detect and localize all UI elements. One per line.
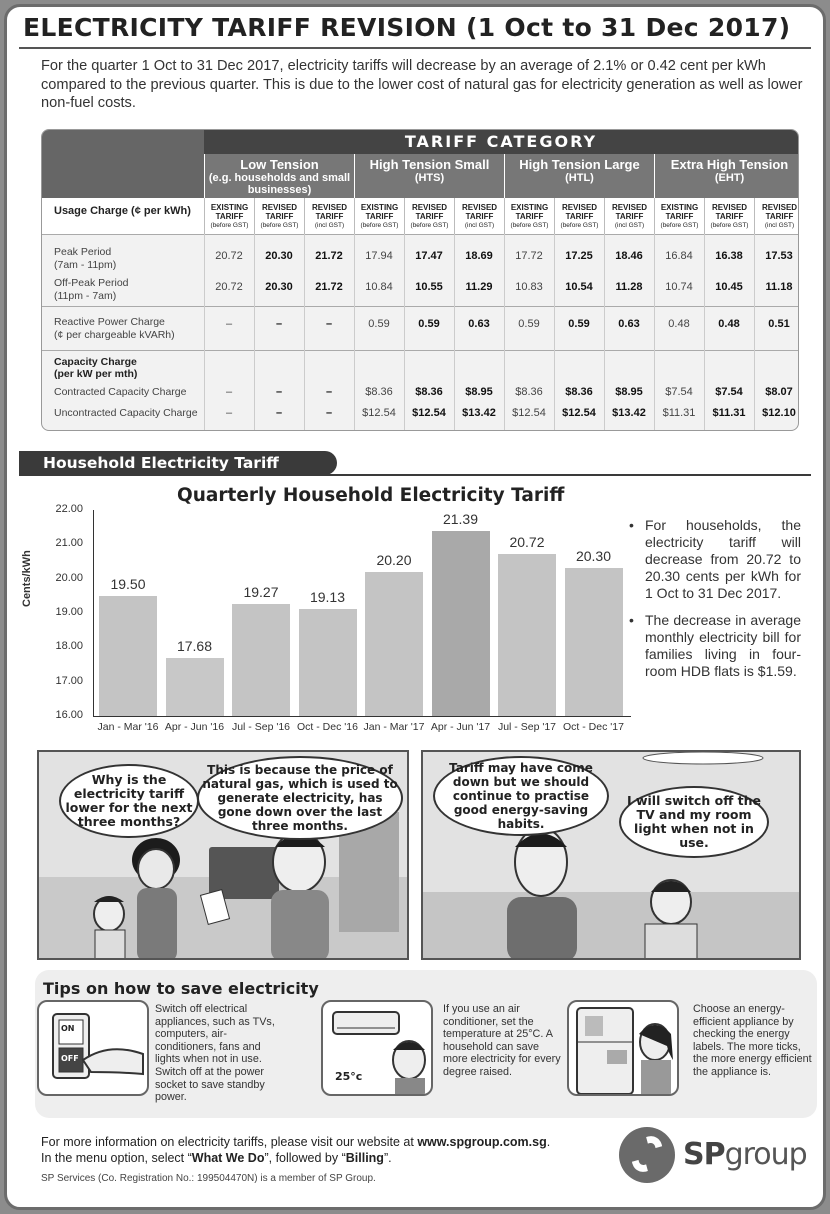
contracted-capacity-label: Contracted Capacity Charge: [54, 386, 187, 398]
subcolumn-line: TARIFF: [215, 212, 244, 221]
subcolumn-line: EXISTING: [360, 203, 399, 212]
menu-billing: Billing: [345, 1151, 384, 1165]
aircon-icon: [321, 1000, 433, 1096]
subcolumn-line: TARIFF: [465, 212, 494, 221]
footer-text: ”.: [383, 1151, 392, 1165]
subcolumn-line: (incl GST): [614, 222, 645, 229]
bar-value-label: 17.68: [176, 638, 213, 655]
subcolumn-line: REVISED: [761, 203, 798, 212]
column-divider: [504, 234, 505, 430]
table-cell-offpeak: 21.72: [315, 281, 343, 293]
tip-aircon: If you use an air conditioner, set the temperature at 25°C. A household can save more electricity for every degree raised.: [443, 1003, 561, 1078]
table-cell-peak: 17.53: [765, 250, 793, 262]
table-cell-contracted: –: [275, 386, 283, 398]
tariff-subcolumn-header: [454, 198, 504, 234]
x-tick-label: Oct - Dec '17: [563, 721, 624, 733]
peak-period-label: Peak Period: [54, 246, 112, 258]
capacity-charge-unit: (per kW per mth): [54, 368, 138, 380]
company-footnote: SP Services (Co. Registration No.: 199504470N) is a member of SP Group.: [41, 1173, 376, 1184]
column-divider: [604, 234, 605, 430]
usage-charge-label: Usage Charge (¢ per kWh): [42, 198, 204, 234]
subcolumn-line: TARIFF: [665, 212, 694, 221]
tariff-subcolumn-header: [604, 198, 654, 234]
subcolumn-line: (before GST): [210, 222, 249, 229]
table-cell-reactive: 0.59: [418, 318, 440, 330]
subcolumn-line: REVISED: [411, 203, 448, 212]
section-header: Household Electricity Tariff: [19, 451, 337, 475]
bar-value-label: 19.13: [309, 588, 346, 605]
table-cell-offpeak: 10.45: [715, 281, 743, 293]
chart-bar: [565, 568, 623, 716]
subcolumn-line: (incl GST): [314, 222, 345, 229]
table-cell-uncontracted: $11.31: [662, 407, 696, 419]
y-tick-label: 18.00: [55, 640, 83, 653]
table-cell-reactive: 0.51: [768, 318, 790, 330]
tariff-group-subtitle: (EHT): [714, 172, 745, 184]
table-cell-reactive: 0.59: [568, 318, 590, 330]
chart-bar: [166, 658, 224, 716]
logo-wordmark: SPgroup: [683, 1137, 807, 1172]
tariff-subcolumn-header: [404, 198, 454, 234]
table-cell-peak: 18.69: [465, 250, 493, 262]
chart-bar: [365, 572, 423, 716]
tariff-group-subtitle: (HTS): [414, 172, 445, 184]
table-cell-offpeak: 11.29: [465, 281, 493, 293]
column-divider: [654, 234, 655, 430]
table-cell-offpeak: 10.83: [515, 281, 543, 293]
table-cell-contracted: $8.95: [465, 386, 493, 398]
tip-switch-off: Switch off electrical appliances, such as TVs, computers, air-conditioners, fans and lights when not in use. Switch off at the power socket to save standby power.: [155, 1003, 275, 1104]
table-cell-reactive: –: [225, 318, 233, 330]
sp-group-logo: [619, 1127, 805, 1179]
y-axis-label: Cents/kWh: [21, 550, 33, 607]
subcolumn-line: REVISED: [261, 203, 298, 212]
tariff-group-subtitle: (e.g. households and small businesses): [208, 172, 351, 196]
column-divider: [254, 234, 255, 430]
column-divider: [754, 234, 755, 430]
column-divider: [404, 234, 405, 430]
table-cell-reactive: –: [275, 318, 283, 330]
switch-icon: [37, 1000, 149, 1096]
table-cell-contracted: –: [225, 386, 233, 398]
footer-text: For more information on electricity tariffs, please visit our website at: [41, 1135, 418, 1149]
tariff-subcolumn-header: [504, 198, 554, 234]
subcolumn-line: REVISED: [561, 203, 598, 212]
table-cell-offpeak: 10.74: [665, 281, 693, 293]
tariff-group-header: [654, 154, 799, 198]
menu-what-we-do: What We Do: [191, 1151, 265, 1165]
chart-bar: [432, 531, 490, 716]
website-link[interactable]: www.spgroup.com.sg: [417, 1135, 547, 1149]
chart-bar: [99, 596, 157, 716]
table-cell-contracted: $7.54: [715, 386, 743, 398]
table-cell-contracted: $8.07: [765, 386, 793, 398]
table-cell-uncontracted: $11.31: [712, 407, 746, 419]
y-tick-label: 20.00: [55, 571, 83, 584]
logo-mark: [619, 1127, 675, 1183]
table-cell-uncontracted: $12.54: [412, 407, 446, 419]
table-cell-uncontracted: $12.54: [512, 407, 546, 419]
subcolumn-line: TARIFF: [715, 212, 744, 221]
intro-paragraph: For the quarter 1 Oct to 31 Dec 2017, electricity tariffs will decrease by an average of 2.1% or 0.42 cent per kWh compared to the previous quarter. This is due to the lower cost of natural gas for electricity generation as well as lower non-fuel costs.: [41, 58, 803, 111]
footer-text: In the menu option, select “: [41, 1151, 192, 1165]
subcolumn-line: (before GST): [410, 222, 449, 229]
table-cell-peak: 17.47: [415, 250, 443, 262]
subcolumn-line: REVISED: [611, 203, 648, 212]
column-divider: [354, 234, 355, 430]
table-cell-offpeak: 20.30: [265, 281, 293, 293]
footer-text: ”, followed by “: [264, 1151, 346, 1165]
tariff-subcolumn-header: [254, 198, 304, 234]
table-cell-peak: 20.30: [265, 250, 293, 262]
table-cell-uncontracted: –: [275, 407, 283, 419]
subcolumn-line: REVISED: [461, 203, 498, 212]
table-cell-uncontracted: $12.10: [762, 407, 796, 419]
x-tick-label: Apr - Jun '16: [164, 721, 225, 733]
tariff-subcolumn-header: [304, 198, 354, 234]
comic-panel-right: [421, 750, 801, 960]
tariff-group-subtitle: (HTL): [565, 172, 594, 184]
peak-period-hours: (7am - 11pm): [54, 259, 117, 271]
tariff-subcolumn-header: [654, 198, 704, 234]
subcolumn-line: TARIFF: [515, 212, 544, 221]
tariff-subcolumn-header: [754, 198, 799, 234]
bar-value-label: 19.50: [110, 575, 146, 592]
speech-bubble-tariff: Tariff may have come down but we should continue to practise good energy-saving habits.: [433, 756, 609, 836]
bar-value-label: 20.30: [575, 548, 612, 565]
bar-value-label: 20.20: [376, 551, 412, 568]
tariff-subcolumn-header: [554, 198, 604, 234]
table-cell-peak: 20.72: [215, 250, 243, 262]
table-cell-uncontracted: $12.54: [562, 407, 596, 419]
uncontracted-capacity-label: Uncontracted Capacity Charge: [54, 407, 198, 419]
tariff-group-header: [504, 154, 654, 198]
x-tick-label: Jul - Sep '17: [497, 721, 557, 733]
x-tick-label: Oct - Dec '16: [297, 721, 358, 733]
table-cell-contracted: $7.54: [665, 386, 693, 398]
table-cell-reactive: 0.63: [618, 318, 640, 330]
subcolumn-line: (before GST): [660, 222, 699, 229]
temperature-label: 25°c: [335, 1070, 363, 1083]
offpeak-period-label: Off-Peak Period: [54, 277, 129, 289]
column-divider: [304, 234, 305, 430]
bar-value-label: 19.27: [243, 583, 279, 600]
table-cell-peak: 17.72: [515, 250, 543, 262]
tariff-group-name: Extra High Tension: [670, 157, 789, 172]
column-divider: [554, 234, 555, 430]
table-cell-peak: 21.72: [315, 250, 343, 262]
tariff-group-name: Low Tension: [240, 157, 319, 172]
tariff-subcolumn-header: [704, 198, 754, 234]
table-cell-offpeak: 10.55: [415, 281, 443, 293]
table-cell-reactive: 0.48: [718, 318, 740, 330]
speech-bubble-switch-off: I will switch off the TV and my room light when not in use.: [619, 786, 769, 858]
tariff-group-name: High Tension Small: [369, 157, 490, 172]
table-cell-offpeak: 10.54: [565, 281, 593, 293]
reactive-power-label: Reactive Power Charge: [54, 316, 165, 328]
subcolumn-line: TARIFF: [565, 212, 594, 221]
chart-bar: [299, 609, 357, 716]
subcolumn-line: (before GST): [360, 222, 399, 229]
subcolumn-line: EXISTING: [210, 203, 249, 212]
tips-title: Tips on how to save electricity: [43, 979, 319, 998]
table-cell-peak: 16.38: [715, 250, 743, 262]
note-household-decrease: • For households, the electricity tariff will decrease from 20.72 to 20.30 cents per kWh for 1 Oct to 31 Dec 2017.: [629, 517, 801, 602]
y-axis: [93, 510, 94, 717]
table-cell-reactive: 0.59: [518, 318, 540, 330]
subcolumn-line: (incl GST): [464, 222, 495, 229]
speech-bubble-question: Why is the electricity tariff lower for the next three months?: [59, 764, 199, 838]
column-divider: [704, 234, 705, 430]
y-tick-label: 17.00: [55, 674, 83, 687]
column-divider: [204, 234, 205, 430]
table-cell-contracted: $8.36: [365, 386, 393, 398]
table-cell-reactive: 0.59: [368, 318, 390, 330]
page-title: ELECTRICITY TARIFF REVISION (1 Oct to 31 Dec 2017): [23, 13, 791, 42]
subcolumn-line: (before GST): [710, 222, 749, 229]
fridge-illustration: [569, 1002, 679, 1096]
footer-line-2: [41, 1150, 550, 1166]
subcolumn-line: REVISED: [311, 203, 348, 212]
page: [4, 4, 826, 1210]
table-cell-contracted: –: [325, 386, 333, 398]
table-cell-uncontracted: $13.42: [612, 407, 646, 419]
subcolumn-line: TARIFF: [265, 212, 294, 221]
table-cell-uncontracted: $13.42: [462, 407, 496, 419]
table-cell-uncontracted: –: [225, 407, 233, 419]
x-tick-label: Jan - Mar '16: [97, 721, 159, 733]
capacity-charge-label: Capacity Charge: [54, 356, 137, 368]
y-tick-label: 21.00: [55, 537, 83, 550]
footer-info: [41, 1134, 550, 1166]
tariff-group-name: High Tension Large: [519, 157, 640, 172]
footer-text: .: [546, 1135, 551, 1149]
table-cell-reactive: –: [325, 318, 333, 330]
row-divider: [42, 306, 798, 307]
reactive-power-unit: (¢ per chargeable kVARh): [54, 329, 175, 341]
table-cell-offpeak: 11.18: [765, 281, 793, 293]
table-cell-uncontracted: –: [325, 407, 333, 419]
tariff-group-header: [204, 154, 354, 198]
subcolumn-line: (before GST): [560, 222, 599, 229]
bar-value-label: 20.72: [509, 533, 545, 550]
tariff-subcolumn-header: [204, 198, 254, 234]
tariff-group-header: [354, 154, 504, 198]
subcolumn-line: TARIFF: [365, 212, 394, 221]
tariff-table: [41, 129, 799, 431]
subcolumn-line: REVISED: [711, 203, 748, 212]
y-tick-label: 22.00: [55, 503, 83, 515]
table-cell-contracted: $8.36: [565, 386, 593, 398]
y-tick-label: 16.00: [55, 709, 83, 721]
chart-bar: [498, 554, 556, 716]
speech-bubble-answer: This is because the price of natural gas, which is used to generate electricity, has gone down over the last three months.: [197, 756, 403, 840]
switch-off-label: OFF: [61, 1054, 79, 1063]
chart-notes: [629, 517, 801, 690]
subcolumn-line: TARIFF: [315, 212, 344, 221]
tip-energy-label: Choose an energy-efficient appliance by checking the energy labels. The more ticks, the more energy efficient the appliance is.: [693, 1003, 812, 1078]
switch-illustration: [39, 1002, 149, 1096]
subcolumn-line: TARIFF: [615, 212, 644, 221]
chart-bar: [232, 604, 290, 716]
subcolumn-line: (before GST): [510, 222, 549, 229]
table-cell-contracted: $8.95: [615, 386, 643, 398]
row-divider: [42, 350, 798, 351]
x-tick-label: Jul - Sep '16: [231, 721, 291, 733]
tariff-subcolumn-header: [354, 198, 404, 234]
table-cell-offpeak: 10.84: [365, 281, 393, 293]
y-tick-label: 19.00: [55, 606, 83, 618]
table-cell-contracted: $8.36: [415, 386, 443, 398]
table-cell-contracted: $8.36: [515, 386, 543, 398]
subcolumn-line: TARIFF: [415, 212, 444, 221]
chart-title: Quarterly Household Electricity Tariff: [177, 485, 565, 506]
x-tick-label: Apr - Jun '17: [430, 721, 491, 733]
tariff-category-header: TARIFF CATEGORY: [204, 130, 798, 154]
column-divider: [454, 234, 455, 430]
x-tick-label: Jan - Mar '17: [363, 721, 425, 733]
table-cell-reactive: 0.48: [668, 318, 690, 330]
table-cell-peak: 17.25: [565, 250, 593, 262]
fridge-icon: [567, 1000, 679, 1096]
table-cell-peak: 16.84: [665, 250, 693, 262]
subcolumn-line: EXISTING: [660, 203, 699, 212]
table-cell-offpeak: 11.28: [615, 281, 643, 293]
table-cell-reactive: 0.63: [468, 318, 490, 330]
table-cell-peak: 18.46: [615, 250, 643, 262]
offpeak-period-hours: (11pm - 7am): [54, 290, 117, 302]
title-divider: [19, 47, 811, 49]
footer-line-1: [41, 1134, 550, 1150]
subcolumn-line: EXISTING: [510, 203, 549, 212]
table-cell-peak: 17.94: [365, 250, 393, 262]
row-divider: [42, 234, 798, 235]
switch-on-label: ON: [61, 1024, 75, 1033]
subcolumn-line: (incl GST): [764, 222, 795, 229]
table-cell-uncontracted: $12.54: [362, 407, 396, 419]
note-bill-decrease: • The decrease in average monthly electricity bill for families living in four-room HDB flats is $1.59.: [629, 612, 801, 680]
comic-panel-left: [37, 750, 409, 960]
x-axis: [93, 716, 631, 717]
table-corner: [42, 130, 204, 198]
table-cell-offpeak: 20.72: [215, 281, 243, 293]
subcolumn-line: (before GST): [260, 222, 299, 229]
bar-value-label: 21.39: [442, 510, 479, 527]
subcolumn-line: TARIFF: [765, 212, 794, 221]
